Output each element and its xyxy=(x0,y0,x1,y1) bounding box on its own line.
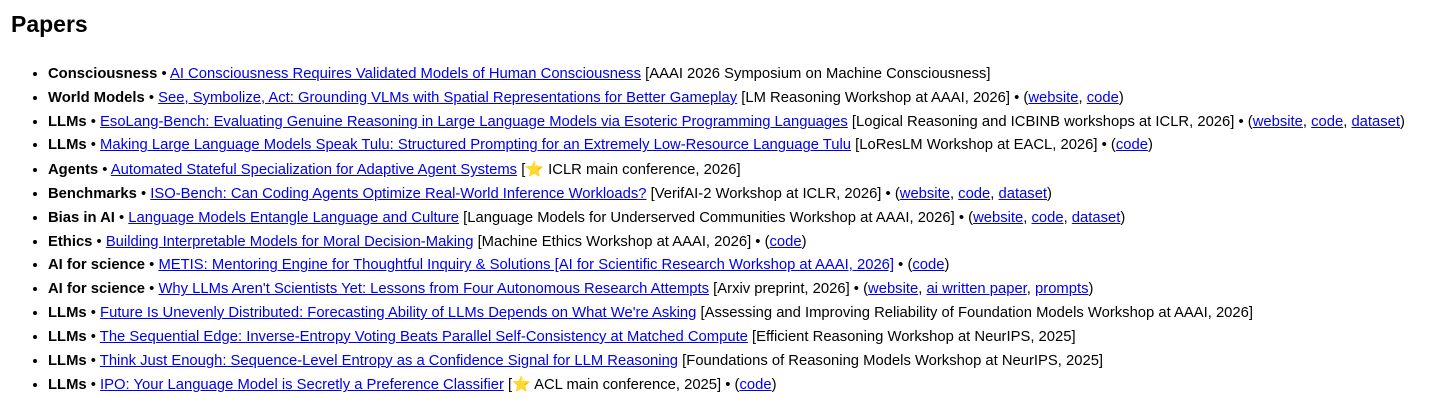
paper-venue: [Language Models for Underserved Communities Workshop at AAAI, 2026] xyxy=(463,209,955,226)
list-item: • LLMs • Making Large Language Models Speak Tulu: Structured Prompting for an Extremely Low-Resource Language Tulu [LoResLM Workshop at EACL, 2026] • (code) xyxy=(48,134,1444,158)
resource-link-website[interactable]: website xyxy=(868,281,919,298)
separator: • xyxy=(1097,137,1111,154)
resource-link-ai-written-paper[interactable]: ai written paper xyxy=(926,281,1027,298)
separator: • xyxy=(86,113,101,130)
paper-category: LLMs xyxy=(48,113,87,130)
paper-title-link[interactable]: ISO-Bench: Can Coding Agents Optimize Real-World Inference Workloads? xyxy=(150,185,647,202)
paper-venue: [Efficient Reasoning Workshop at NeurIPS, 2025] xyxy=(752,328,1076,345)
list-item xyxy=(48,326,1444,350)
list-item: • Benchmarks • ISO-Bench: Can Coding Agents Optimize Real-World Inference Workloads? [VerifAI-2 Workshop at ICLR, 2026] • (website, code, dataset) xyxy=(48,183,1444,207)
separator: • xyxy=(114,209,129,226)
separator: • xyxy=(751,233,765,250)
paper-category: LLMs xyxy=(48,352,87,369)
resource-link-dataset[interactable]: dataset xyxy=(998,185,1048,202)
paper-category: Agents xyxy=(48,162,99,179)
paper-venue: [Arxiv preprint, 2026] xyxy=(713,281,850,298)
separator: • xyxy=(92,233,106,250)
paper-title-link[interactable]: IPO: Your Language Model is Secretly a Preference Classifier xyxy=(100,377,504,394)
separator: • xyxy=(86,352,100,369)
paper-title-link[interactable]: Future Is Unevenly Distributed: Forecasting Ability of LLMs Depends on What We're Asking xyxy=(100,304,697,321)
paper-title-link[interactable]: Language Models Entangle Language and Culture xyxy=(128,209,460,226)
paper-category: LLMs xyxy=(48,328,87,345)
separator: • xyxy=(145,281,159,298)
resource-link-website[interactable]: website xyxy=(1252,113,1303,130)
paper-venue: [AAAI 2026 Symposium on Machine Consciousness] xyxy=(645,66,991,82)
list-item: • Agents • Automated Stateful Specialization for Adaptive Agent Systems [⭐ ICLR main conference, 2026] xyxy=(48,158,1444,183)
separator: • xyxy=(721,377,735,394)
paper-venue: [Assessing and Improving Reliability of Foundation Models Workshop at AAAI, 2026] xyxy=(700,304,1253,321)
paper-title-link[interactable]: Making Large Language Models Speak Tulu: Structured Prompting for an Extremely Low-Resource Language Tulu xyxy=(100,137,852,154)
star-icon: ⭐ xyxy=(512,376,531,394)
resource-link-code[interactable]: code xyxy=(1311,113,1344,130)
resource-link-website[interactable]: website xyxy=(899,185,950,202)
paper-category: AI for science xyxy=(48,257,146,274)
separator: • xyxy=(898,257,908,274)
list-item: • LLMs • IPO: Your Language Model is Secretly a Preference Classifier [⭐ ACL main conference, 2025] • (code) xyxy=(48,373,1444,398)
paper-category: Bias in AI xyxy=(48,209,115,226)
separator: • xyxy=(86,137,101,154)
list-item: • World Models • See, Symbolize, Act: Grounding VLMs with Spatial Representations for Better Gameplay [LM Reasoning Workshop at AAAI, 2026] • (website, code) xyxy=(48,87,1444,111)
paper-category: Consciousness xyxy=(48,66,158,82)
paper-category: LLMs xyxy=(48,377,87,394)
paper-venue: [LoResLM Workshop at EACL, 2026] xyxy=(855,137,1098,154)
list-item: • AI for science • Why LLMs Aren't Scientists Yet: Lessons from Four Autonomous Research Attempts [Arxiv preprint, 2026] • (website, ai written paper, prompts) xyxy=(48,278,1444,302)
separator: • xyxy=(849,281,864,298)
page-title: Papers xyxy=(11,11,88,37)
resource-link-code[interactable]: code xyxy=(1031,209,1064,226)
resource-link-website[interactable]: website xyxy=(1028,89,1079,106)
paper-title-link[interactable]: The Sequential Edge: Inverse-Entropy Voting Beats Parallel Self-Consistency at Matched Compute xyxy=(99,328,748,345)
list-item: • Bias in AI • Language Models Entangle Language and Culture [Language Models for Underserved Communities Workshop at AAAI, 2026] • (website, code, dataset) xyxy=(48,207,1444,231)
paper-list xyxy=(11,63,1444,398)
paper-category: Benchmarks xyxy=(48,185,137,202)
resource-link-code[interactable]: code xyxy=(1115,137,1148,154)
paper-title-link[interactable]: Think Just Enough: Sequence-Level Entropy as a Confidence Signal for LLM Reasoning xyxy=(99,352,679,369)
separator: • xyxy=(86,304,101,321)
paper-venue: [LM Reasoning Workshop at AAAI, 2026] xyxy=(741,89,1010,106)
resource-link-code[interactable]: code xyxy=(769,233,802,250)
paper-venue: [Logical Reasoning and ICBINB workshops at ICLR, 2026] xyxy=(851,113,1235,130)
paper-venue: [Foundations of Reasoning Models Workshop at NeurIPS, 2025] xyxy=(682,352,1104,369)
resource-link-dataset[interactable]: dataset xyxy=(1351,113,1400,130)
paper-category: World Models xyxy=(48,89,145,106)
separator: • xyxy=(136,185,151,202)
paper-venue: [Machine Ethics Workshop at AAAI, 2026] xyxy=(477,233,752,250)
separator: • xyxy=(86,377,101,394)
separator: • xyxy=(954,209,969,226)
list-item xyxy=(48,63,1444,87)
paper-category: Ethics xyxy=(48,233,93,250)
paper-venue: ACL main conference, 2025] xyxy=(534,377,722,394)
list-item: • Ethics • Building Interpretable Models for Moral Decision-Making [Machine Ethics Workshop at AAAI, 2026] • (code) xyxy=(48,231,1444,255)
paper-venue: [VerifAI-2 Workshop at ICLR, 2026] xyxy=(650,185,882,202)
separator: • xyxy=(1234,113,1248,130)
separator: • xyxy=(157,66,170,82)
separator: • xyxy=(145,257,159,274)
separator: • xyxy=(144,89,159,106)
resource-link-code[interactable]: code xyxy=(739,377,772,394)
list-item: • LLMs • EsoLang-Bench: Evaluating Genuine Reasoning in Large Language Models via Esoteric Programming Languages [Logical Reasoning and ICBINB workshops at ICLR, 2026] • (website, code, dataset) xyxy=(48,111,1444,135)
paper-title-link[interactable]: Automated Stateful Specialization for Adaptive Agent Systems xyxy=(110,162,518,179)
paper-title-link[interactable]: METIS: Mentoring Engine for Thoughtful Inquiry & Solutions [AI for Scientific Research Workshop at AAAI, 2026] xyxy=(158,257,895,274)
paper-title-link[interactable]: AI Consciousness Requires Validated Models of Human Consciousness xyxy=(169,66,641,82)
star-icon: ⭐ xyxy=(525,161,545,179)
separator: • xyxy=(881,185,895,202)
list-item xyxy=(48,302,1444,326)
separator: • xyxy=(1009,89,1024,106)
resource-link-code[interactable]: code xyxy=(1086,89,1119,106)
paper-title-link[interactable]: Why LLMs Aren't Scientists Yet: Lessons from Four Autonomous Research Attempts xyxy=(158,281,710,298)
paper-venue: ICLR main conference, 2026] xyxy=(548,162,741,179)
paper-title-link[interactable]: See, Symbolize, Act: Grounding VLMs with Spatial Representations for Better Gameplay xyxy=(158,89,738,106)
resource-link-code[interactable]: code xyxy=(912,257,945,274)
paper-title-link[interactable]: Building Interpretable Models for Moral Decision-Making xyxy=(105,233,474,250)
paper-category: AI for science xyxy=(48,281,146,298)
list-item xyxy=(48,350,1444,374)
resource-link-prompts[interactable]: prompts xyxy=(1035,281,1089,298)
paper-title-link[interactable]: EsoLang-Bench: Evaluating Genuine Reasoning in Large Language Models via Esoteric Programming Languages xyxy=(100,113,848,130)
separator: • xyxy=(98,162,111,179)
resource-link-dataset[interactable]: dataset xyxy=(1071,209,1121,226)
resource-link-website[interactable]: website xyxy=(973,209,1024,226)
list-item: • AI for science • METIS: Mentoring Engine for Thoughtful Inquiry & Solutions [AI for Scientific Research Workshop at AAAI, 2026] • (code) xyxy=(48,254,1444,278)
resource-link-code[interactable]: code xyxy=(958,185,991,202)
separator: • xyxy=(86,328,100,345)
paper-category: LLMs xyxy=(48,304,87,321)
paper-category: LLMs xyxy=(48,137,87,154)
